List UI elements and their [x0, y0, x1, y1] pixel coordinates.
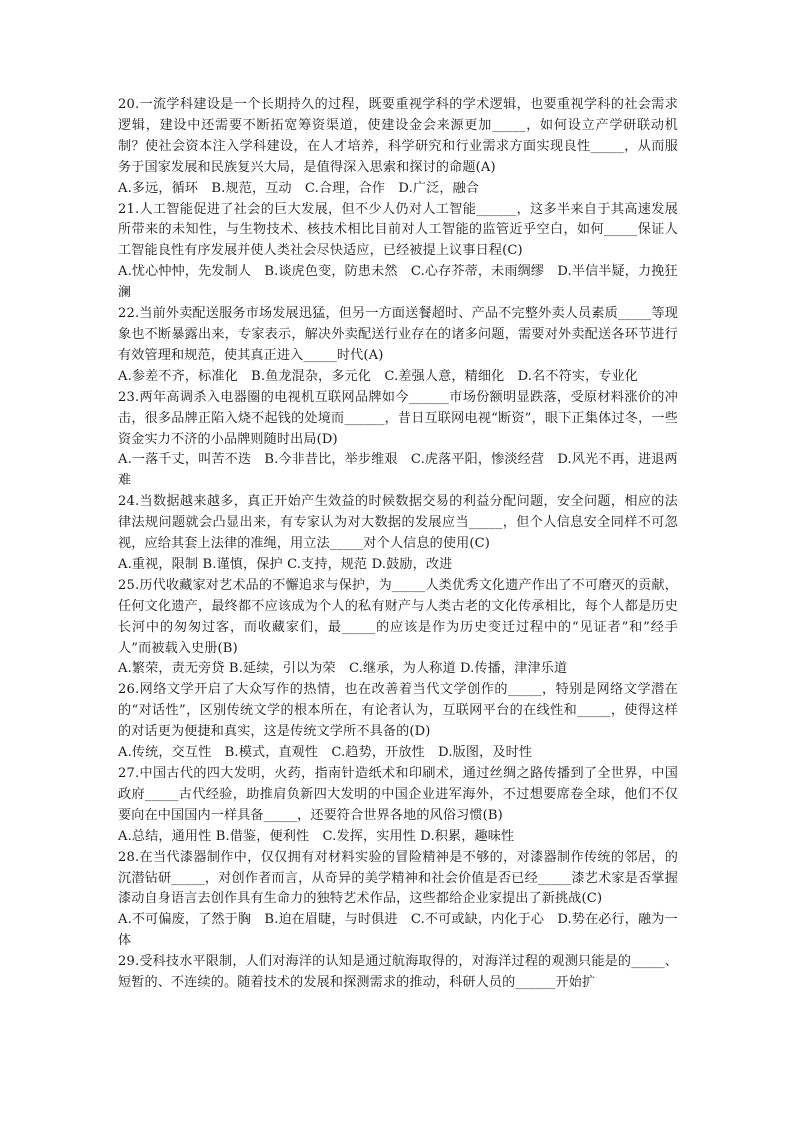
question-options: A.参差不齐，标准化 B.鱼龙混杂，多元化 C.差强人意，精细化 D.名不符实，专业化: [118, 368, 639, 384]
question-22: [118, 304, 678, 388]
question-options: A.总结，通用性 B.借鉴，便利性 C.发挥，实用性 D.积累，趣味性: [118, 828, 515, 844]
question-options: A.忧心忡忡，先发制人 B.谈虎色变，防患未然 C.心存芥蒂，未雨绸缪 D.半信半疑，力挽狂澜: [118, 264, 678, 301]
question-text: 27.中国古代的四大发明，火药，指南针造纸术和印刷术，通过丝绸之路传播到了全世界，中国政府_____古代经验，助推肩负新四大发明的中国企业进军海外，不过想要席卷全球，他们不仅要向在中国国内一样具备_____，还要符合世界各地的风俗习惯(B): [118, 766, 678, 823]
question-options: A.繁荣，责无旁贷 B.延续，引以为荣 C.继承，为人称道 D.传播，津津乐道: [118, 661, 568, 677]
question-24: [118, 492, 678, 576]
question-text: 28.在当代漆器制作中，仅仅拥有对材料实验的冒险精神是不够的，对漆器制作传统的邻居，的沉潜钻研_____，对创作者而言，从奇异的美学精神和社会价值是否已经_____漆艺术家是否掌握漆动自身语言去创作具有生命力的独特艺术作品，这些都给企业家提出了新挑战(C): [118, 849, 678, 907]
question-text: 25.历代收藏家对艺术品的不懈追求与保护，为_____人类优秀文化遗产作出了不可磨灭的贡献，任何文化遗产，最终都不应该成为个人的私有财产与人类古老的文化传承相比，每个人都是历史长河中的匆匆过客，而收藏家们，最_____的应该是作为历史变迁过程中的“见证者”和”经手人”而被载入史册(B): [118, 577, 678, 656]
question-28: [118, 848, 678, 953]
question-options: A.一落千丈，叫苦不迭 B.今非昔比，举步维艰 C.虎落平阳，惨淡经营 D.风光不再，进退两难: [118, 452, 678, 489]
question-options: A.多远，循环 B.规范，互动 C.合理，合作 D.广泛，融合: [118, 180, 480, 196]
question-26: [118, 680, 678, 764]
question-20: [118, 95, 678, 200]
question-text: 29.受科技水平限制，人们对海洋的认知是通过航海取得的，对海洋过程的观测只能是的_____、短暂的、不连续的。随着技术的发展和探测需求的推动，科研人员的______开始扩: [118, 954, 678, 991]
question-27: [118, 764, 678, 848]
question-25: [118, 576, 678, 681]
question-options: A.传统，交互性 B.模式，直观性 C.趋势，开放性 D.版图，及时性: [118, 745, 533, 761]
question-text: 24.当数据越来越多，真正开始产生效益的时候数据交易的利益分配问题，安全问题，相应的法律法规问题就会凸显出来，有专家认为对大数据的发展应当_____，但个人信息安全同样不可忽视，应给其套上法律的准绳，用立法_____对个人信息的使用(C): [118, 494, 678, 552]
question-29: [118, 952, 678, 994]
question-text: 20.一流学科建设是一个长期持久的过程，既要重视学科的学术逻辑，也要重视学科的社会需求逻辑，建设中还需要不断拓宽筹资渠道，使建设金会来源更加_____，如何设立产学研联动机制？使社会资本注入学科建设，在人才培养，科学研究和行业需求方面实现良性_____，从而服务于国家发展和民族复兴大局，是值得深入思索和探讨的命题(A): [118, 97, 678, 175]
question-text: 22.当前外卖配送服务市场发展迅猛，但另一方面送餐超时、产品不完整外卖人员素质_____等现象也不断暴露出来，专家表示，解决外卖配送行业存在的诸多问题，需要对外卖配送各环节进行有效管理和规范，使其真正进入_____时代(A): [118, 306, 678, 363]
question-23: [118, 388, 678, 493]
question-21: [118, 200, 678, 305]
question-options: A.重视，限制 B.谨慎，保护 C.支持，规范 D.鼓励，改进: [118, 556, 453, 572]
question-options: A.不可偏废，了然于胸 B.迫在眉睫，与时俱进 C.不可或缺，内化于心 D.势在必行，融为一体: [118, 912, 678, 949]
exam-page: [118, 95, 678, 994]
question-text: 21.人工智能促进了社会的巨大发展，但不少人仍对人工智能______，这多半来自于其高速发展所带来的未知性，与生物技术、核技术相比目前对人工智能的监管近乎空白，如何_____保证人工智能良性有序发展并使人类社会尽快适应，已经被提上议事日程(C): [118, 201, 678, 259]
question-text: 26.网络文学开启了大众写作的热情，也在改善着当代文学创作的_____，特别是网络文学潜在的“对话性”，区别传统文学的根本所在，有论者认为，互联网平台的在线性和_____，使得这样的对话更为便捷和真实，这是传统文学所不具备的(D): [118, 682, 678, 740]
question-text: 23.两年高调杀入电器圈的电视机互联网品牌如今______市场份额明显跌落，受原材料涨价的冲击，很多品牌正陷入烧不起钱的处境而______，昔日互联网电视“断资”，眼下正集体过冬，一些资金实力不济的小品牌则随时出局(D): [118, 389, 678, 447]
